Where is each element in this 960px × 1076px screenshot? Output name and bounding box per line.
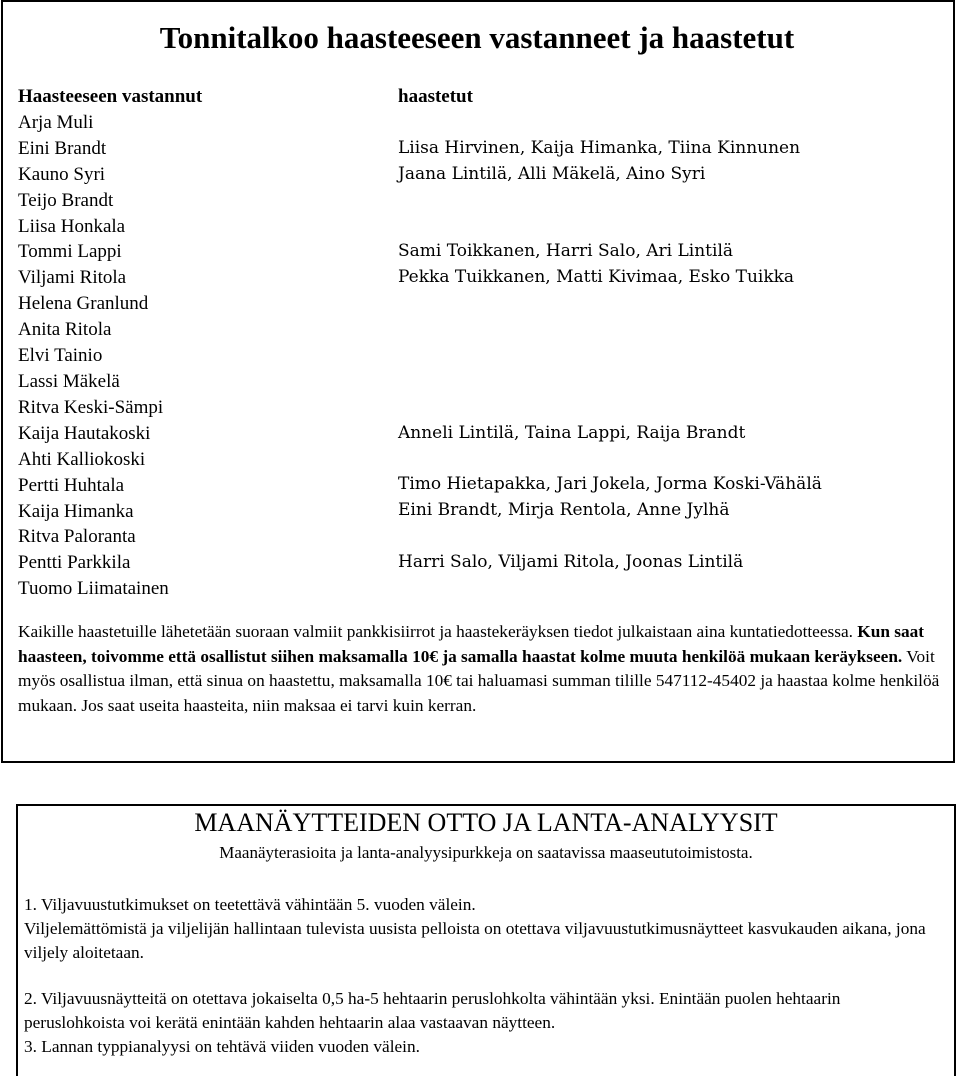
instructions-text-2: Voit myös osallistua ilman, että sinua on haastettu, maksamalla 10€ tai haluamasi summan tilille 547112-45402 ja haastaa kolme henkilöä mukaan. Jos saat useita haasteita, niin maksaa ei tarvi kuin kerran. [18,646,940,715]
challenged-names [398,188,822,214]
challenged-column [398,84,822,602]
challenged-names [398,343,822,369]
challenged-names: Pekka Tuikkanen, Matti Kivimaa, Esko Tuikka [398,267,795,288]
challenged-names [398,369,822,395]
instructions-bold: Kun saat haasteen, toivomme että osallistut siihen maksamalla 10€ ja samalla haastat kolme muuta henkilöä mukaan keräykseen. [18,622,925,666]
respondent-name: Teijo Brandt [18,189,114,211]
instructions-text-1: Kaikille haastetuille lähetetään suoraan valmiit pankkisiirrot ja haastekeräyksen tiedot julkaistaan aina kuntatiedotteessa. [18,622,858,641]
rule-2: 2. Viljavuusnäytteitä on otettava jokaiselta 0,5 ha-5 hehtaarin peruslohkolta vähintään yksi. Enintään puolen hehtaarin peruslohkoista voi kerätä enintään kahden hehtaarin alaa vastaavan näytteen. [24,989,841,1032]
respondent-name: Ritva Keski-Sämpi [18,396,164,418]
soil-sample-list [24,893,944,1059]
challenge-title: Tonnitalkoo haasteeseen vastanneet ja haastetut [159,20,795,55]
challenge-instructions [18,620,948,718]
respondent-name: Kaija Himanka [18,500,134,522]
respondent-name: Elvi Tainio [18,345,103,367]
challenged-names: Eini Brandt, Mirja Rentola, Anne Jylhä [398,500,730,521]
respondent-name: Helena Granlund [18,293,149,315]
challenged-names [398,524,822,550]
respondent-name: Lassi Mäkelä [18,370,120,392]
soil-sample-subtitle: Maanäyterasioita ja lanta-analyysipurkkeja on saatavissa maaseututoimistosta. [219,843,753,862]
respondent-name: Kauno Syri [18,163,106,185]
respondent-name: Pertti Huhtala [18,474,125,496]
respondent-name: Pentti Parkkila [18,552,131,574]
respondents-list [18,110,202,602]
spacer [24,965,944,987]
respondent-name: Tuomo Liimatainen [18,578,169,600]
respondent-name: Ahti Kalliokoski [18,448,146,470]
respondents-header: Haasteeseen vastannut [18,86,203,107]
challenged-names: Anneli Lintilä, Taina Lappi, Raija Brandt [398,422,746,443]
respondent-name: Ritva Paloranta [18,526,136,548]
challenged-names: Jaana Lintilä, Alli Mäkelä, Aino Syri [398,163,706,184]
challenged-names [398,291,822,317]
challenged-names [398,576,822,602]
rule-1: 1. Viljavuustutkimukset on teetettävä vähintään 5. vuoden välein. [24,895,476,914]
rule-3: 3. Lannan typpianalyysi on tehtävä viiden vuoden välein. [24,1037,420,1056]
respondent-name: Eini Brandt [18,137,107,159]
challenged-names [398,110,822,136]
respondent-name: Liisa Honkala [18,215,126,237]
challenged-names: Timo Hietapakka, Jari Jokela, Jorma Koski-Vähälä [398,474,822,495]
respondent-name: Viljami Ritola [18,267,127,289]
challenged-names [398,395,822,421]
challenged-names: Sami Toikkanen, Harri Salo, Ari Lintilä [398,241,734,262]
respondents-column [18,84,202,602]
challenged-names [398,213,822,239]
challenged-list [398,110,822,602]
challenged-names [398,317,822,343]
rule-1-text: Viljelemättömistä ja viljelijän hallintaan tulevista uusista pelloista on otettava viljavuustutkimusnäytteet kasvukauden aikana, jona viljely aloitetaan. [24,919,926,962]
respondent-name: Anita Ritola [18,319,112,341]
challenged-names [398,446,822,472]
respondent-name: Arja Muli [18,111,94,133]
respondent-name: Tommi Lappi [18,241,122,263]
challenged-names: Harri Salo, Viljami Ritola, Joonas Lintilä [398,552,744,573]
respondent-name: Kaija Hautakoski [18,422,151,444]
challenged-names: Liisa Hirvinen, Kaija Himanka, Tiina Kinnunen [398,137,801,158]
soil-sample-title: MAANÄYTTEIDEN OTTO JA LANTA-ANALYYSIT [194,808,778,837]
challenged-header: haastetut [398,86,473,107]
